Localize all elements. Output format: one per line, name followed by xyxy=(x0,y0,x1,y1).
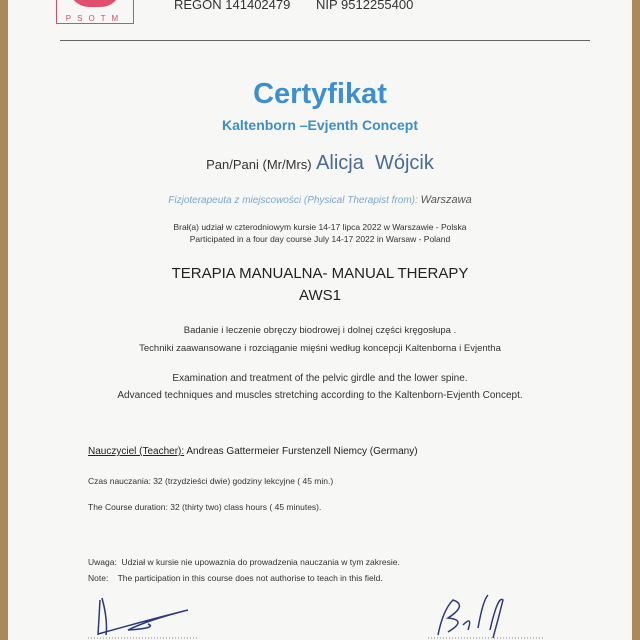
teacher-line xyxy=(88,446,418,457)
desc-en-2: Advanced techniques and muscles stretching according to the Kaltenborn-Evjenth Concept. xyxy=(117,390,523,401)
from-line xyxy=(8,194,632,206)
note-pl: Uwaga: Udział w kursie nie upowaznia do prowadzenia nauczania w tym zakresie. xyxy=(88,557,400,567)
duration-pl: Czas nauczania: 32 (trzydzieści dwie) godziny lekcyjne ( 45 min.) xyxy=(88,476,334,486)
certificate-subtitle: Kaltenborn –Evjenth Concept xyxy=(221,117,419,133)
participated-en: Participated in a four day course July 14-17 2022 in Warsaw - Poland xyxy=(189,234,451,244)
participated-pl: Brał(a) udział w czterodniowym kursie 14-17 lipca 2022 w Warszawie - Polska xyxy=(173,222,467,232)
signature-right xyxy=(418,590,548,640)
from-label: Fizjoterapeuta z miejscowości (Physical Therapist from): xyxy=(168,195,418,206)
teacher-label: Nauczyciel (Teacher): xyxy=(88,446,185,457)
desc-pl-2: Techniki zaawansowane i rozciąganie mięśni według koncepcji Kaltenborna i Evjentha xyxy=(139,343,501,354)
certificate-title: Certyfikat xyxy=(253,78,387,110)
recipient-name: Alicja Wójcik xyxy=(316,152,434,174)
regon: REGON 141402479 xyxy=(174,0,291,12)
from-value: Warszawa xyxy=(420,194,472,206)
certificate-paper xyxy=(8,0,632,640)
nip: NIP 9512255400 xyxy=(316,0,414,12)
course-title: TERAPIA MANUALNA- MANUAL THERAPY xyxy=(171,265,469,282)
signature-left xyxy=(88,590,208,640)
name-label: Pan/Pani (Mr/Mrs) xyxy=(206,157,312,172)
teacher-value: Andreas Gattermeier Furstenzell Niemcy (Germany) xyxy=(186,446,418,457)
course-code: AWS1 xyxy=(299,287,341,304)
duration-en: The Course duration: 32 (thirty two) class hours ( 45 minutes). xyxy=(88,502,322,512)
note-en: Note: The participation in this course does not authorise to teach in this field. xyxy=(88,573,383,583)
desc-pl-1: Badanie i leczenie obręczy biodrowej i dolnej części kręgosłupa . xyxy=(183,325,457,336)
psotm-logo: PSOTM xyxy=(56,0,134,24)
divider xyxy=(60,40,590,41)
name-line xyxy=(8,152,632,175)
desc-en-1: Examination and treatment of the pelvic girdle and the lower spine. xyxy=(172,373,468,384)
